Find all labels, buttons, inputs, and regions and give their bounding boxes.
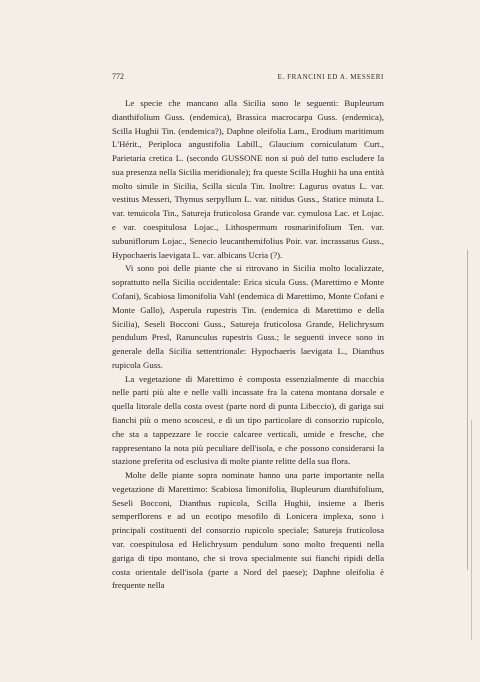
page-edge-mark xyxy=(467,250,468,570)
paragraph-missing-species: Le specie che mancano alla Sicilia sono le seguenti: Bupleurum dianthifolium Guss. (endemica), Brassica macrocarpa Guss. (endemica), Scilla Hughii Tin. (endemica?), Daphne oleifolia Lam., Erodium maritimum L'Hérit., Periploca angustifolia Labill., Glaucium corniculatum Curt., Parietaria cretica L. (secondo GUSSONE non si può del tutto escludere la sua presenza nella Sicilia meridionale); fra queste Scilla Hughii ha una entità molto simile in Sicilia, Scilla sicula Tin. Inoltre: Lagurus ovatus L. var. vestitus Messeri, Thymus serpyllum L. var. nitidus Guss., Statice minuta L. var. tenuicola Tin., Satureja fruticolosa Grande var. cymulosa Lac. et Lojac. e var. coespitulosa Lojac., Lithospermum rosmarinifolium Ten. var. subuniflorum Lojac., Senecio leucanthemifolius Poir. var. incrassatus Guss., Hypochaeris laevigata L. var. albicans Ucria (?). xyxy=(112,98,384,260)
paragraph-vegetation: La vegetazione di Marettimo è composta essenzialmente di macchia nelle parti più alte e nelle valli incassate fra la catena montana dorsale e quella litorale della costa ovest (parte nord di punta Libeccio), di gariga sui fianchi più o meno scoscesi, e di un tipo particolare di consorzio rupicolo, che sta a tappezzare le roccie calcaree verticali, umide e fresche, che rappresentano la nota più peculiare dell'isola, e che possono considerarsi la stazione preferita od esclusiva di molte piante relitte della sua flora. xyxy=(112,373,384,467)
running-head: E. FRANCINI ED A. MESSERI xyxy=(277,73,384,81)
paragraph-localized-species: Vi sono poi delle piante che si ritrovano in Sicilia molto localizzate, soprattutto nella Sicilia occidentale: Erica sicula Guss. (Marettimo e Monte Cofani), Scabiosa limonifolia Vahl (endemica di Marettimo, Monte Cofani e Monte Gallo), Asperula rupestris Tin. (endemica di Marettimo e della Sicilia), Seseli Bocconi Guss., Satureja fruticolosa Grande, Helichrysum pendulum Presl, Ranunculus rupestris Guss.; le seguenti invece sono in generale della Sicilia settentrionale: Hypochaeris laevigata L., Dianthus rupicola Guss. xyxy=(112,263,384,370)
page-header xyxy=(112,72,384,84)
page-number: 772 xyxy=(112,72,124,81)
page-edge-mark xyxy=(471,420,472,640)
paragraph-important-plants: Molte delle piante sopra nominate hanno una parte importante nella vegetazione di Marettimo: Scabiosa limonifolia, Bupleurum dianthifolium, Seseli Bocconi, Dianthus rupicola, Scilla Hughii, insieme a Iberis semperflorens e ad un ecotipo mesofilo di Lonicera implexa, sono i principali costituenti del consorzio rupicolo speciale; Satureja fruticolosa var. coespitulosa ed Helichrysum pendulum sono molto frequenti nella gariga di tipo montano, che si trova specialmente sui fianchi ripidi della costa orientale dell'isola (parte a Nord del paese); Daphne oleifolia è frequente nella xyxy=(112,470,384,591)
body-text xyxy=(112,97,384,593)
